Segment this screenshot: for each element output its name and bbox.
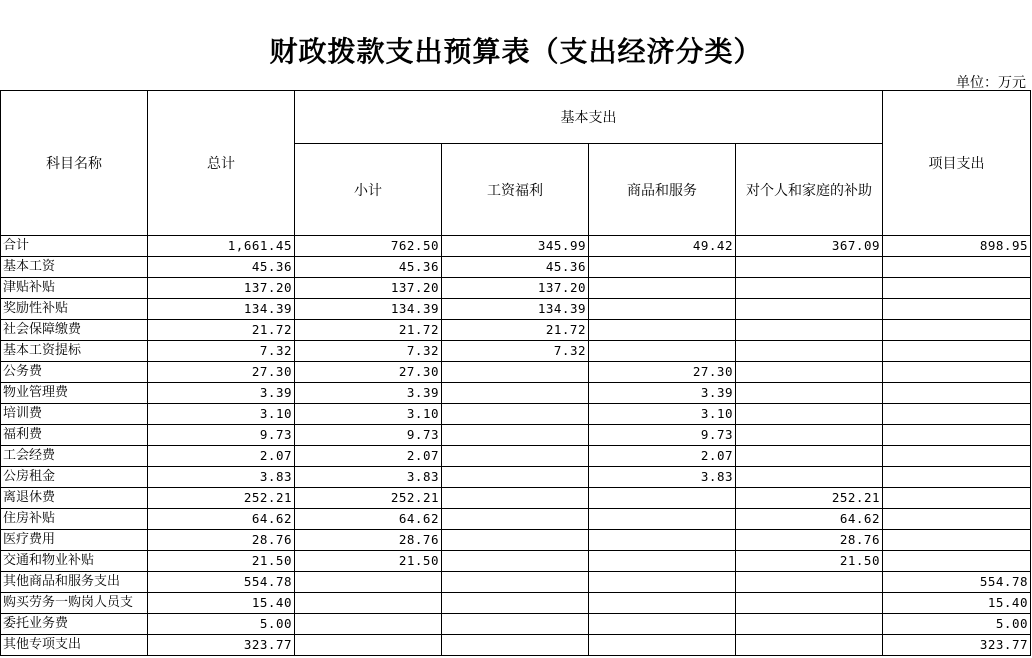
cell-salary bbox=[442, 467, 589, 488]
cell-goods bbox=[589, 341, 736, 362]
cell-project bbox=[883, 488, 1031, 509]
row-name: 医疗费用 bbox=[1, 530, 148, 551]
cell-total: 64.62 bbox=[148, 509, 295, 530]
table-row bbox=[1, 320, 1031, 341]
cell-subtotal: 762.50 bbox=[295, 236, 442, 257]
cell-subtotal: 137.20 bbox=[295, 278, 442, 299]
cell-total: 27.30 bbox=[148, 362, 295, 383]
cell-total: 323.77 bbox=[148, 635, 295, 656]
table-row bbox=[1, 488, 1031, 509]
cell-goods bbox=[589, 299, 736, 320]
cell-subtotal bbox=[295, 635, 442, 656]
cell-total: 134.39 bbox=[148, 299, 295, 320]
table-row bbox=[1, 530, 1031, 551]
cell-project bbox=[883, 404, 1031, 425]
table-header bbox=[1, 91, 1031, 236]
row-name: 工会经费 bbox=[1, 446, 148, 467]
cell-personal bbox=[736, 341, 883, 362]
cell-goods: 2.07 bbox=[589, 446, 736, 467]
cell-total: 554.78 bbox=[148, 572, 295, 593]
cell-subtotal: 45.36 bbox=[295, 257, 442, 278]
cell-subtotal: 9.73 bbox=[295, 425, 442, 446]
cell-project: 554.78 bbox=[883, 572, 1031, 593]
table-row bbox=[1, 614, 1031, 635]
cell-salary bbox=[442, 383, 589, 404]
cell-subtotal: 28.76 bbox=[295, 530, 442, 551]
cell-total: 5.00 bbox=[148, 614, 295, 635]
cell-project bbox=[883, 530, 1031, 551]
cell-salary bbox=[442, 572, 589, 593]
table-row bbox=[1, 257, 1031, 278]
header-project: 项目支出 bbox=[883, 91, 1031, 236]
cell-goods: 27.30 bbox=[589, 362, 736, 383]
cell-personal bbox=[736, 614, 883, 635]
cell-subtotal: 3.10 bbox=[295, 404, 442, 425]
row-name: 福利费 bbox=[1, 425, 148, 446]
cell-project bbox=[883, 341, 1031, 362]
cell-salary: 345.99 bbox=[442, 236, 589, 257]
row-name: 津贴补贴 bbox=[1, 278, 148, 299]
cell-salary: 7.32 bbox=[442, 341, 589, 362]
cell-subtotal: 21.72 bbox=[295, 320, 442, 341]
table-row bbox=[1, 635, 1031, 656]
cell-total: 21.72 bbox=[148, 320, 295, 341]
header-subtotal: 小计 bbox=[295, 144, 442, 236]
cell-personal: 28.76 bbox=[736, 530, 883, 551]
cell-project bbox=[883, 425, 1031, 446]
header-subject: 科目名称 bbox=[1, 91, 148, 236]
cell-salary bbox=[442, 593, 589, 614]
cell-salary bbox=[442, 614, 589, 635]
cell-project bbox=[883, 320, 1031, 341]
cell-total: 137.20 bbox=[148, 278, 295, 299]
table-row bbox=[1, 551, 1031, 572]
cell-personal bbox=[736, 593, 883, 614]
cell-personal bbox=[736, 404, 883, 425]
cell-goods bbox=[589, 509, 736, 530]
cell-subtotal: 27.30 bbox=[295, 362, 442, 383]
cell-personal: 64.62 bbox=[736, 509, 883, 530]
cell-total: 3.39 bbox=[148, 383, 295, 404]
table-row bbox=[1, 404, 1031, 425]
header-salary: 工资福利 bbox=[442, 144, 589, 236]
cell-goods bbox=[589, 530, 736, 551]
header-basic: 基本支出 bbox=[295, 91, 883, 144]
cell-goods bbox=[589, 635, 736, 656]
cell-project bbox=[883, 467, 1031, 488]
cell-total: 45.36 bbox=[148, 257, 295, 278]
cell-total: 15.40 bbox=[148, 593, 295, 614]
table-row bbox=[1, 299, 1031, 320]
cell-personal: 367.09 bbox=[736, 236, 883, 257]
table-row bbox=[1, 362, 1031, 383]
row-name: 基本工资 bbox=[1, 257, 148, 278]
cell-goods bbox=[589, 488, 736, 509]
row-name: 奖励性补贴 bbox=[1, 299, 148, 320]
cell-goods bbox=[589, 572, 736, 593]
page-title: 财政拨款支出预算表（支出经济分类） bbox=[269, 35, 763, 68]
cell-goods: 9.73 bbox=[589, 425, 736, 446]
cell-salary bbox=[442, 488, 589, 509]
cell-goods: 3.83 bbox=[589, 467, 736, 488]
row-name: 离退休费 bbox=[1, 488, 148, 509]
cell-personal bbox=[736, 572, 883, 593]
cell-total: 2.07 bbox=[148, 446, 295, 467]
cell-salary bbox=[442, 551, 589, 572]
row-name: 基本工资提标 bbox=[1, 341, 148, 362]
cell-personal bbox=[736, 299, 883, 320]
table-body bbox=[1, 236, 1031, 656]
row-name: 住房补贴 bbox=[1, 509, 148, 530]
cell-total: 7.32 bbox=[148, 341, 295, 362]
row-name: 培训费 bbox=[1, 404, 148, 425]
cell-goods bbox=[589, 320, 736, 341]
cell-project: 15.40 bbox=[883, 593, 1031, 614]
cell-project bbox=[883, 446, 1031, 467]
header-personal: 对个人和家庭的补助 bbox=[736, 144, 883, 236]
row-name: 社会保障缴费 bbox=[1, 320, 148, 341]
cell-goods bbox=[589, 278, 736, 299]
row-name: 其他专项支出 bbox=[1, 635, 148, 656]
row-name: 其他商品和服务支出 bbox=[1, 572, 148, 593]
header-goods: 商品和服务 bbox=[589, 144, 736, 236]
cell-personal: 252.21 bbox=[736, 488, 883, 509]
cell-subtotal: 7.32 bbox=[295, 341, 442, 362]
cell-project bbox=[883, 509, 1031, 530]
cell-project bbox=[883, 257, 1031, 278]
cell-project: 5.00 bbox=[883, 614, 1031, 635]
cell-salary bbox=[442, 425, 589, 446]
row-name: 公务费 bbox=[1, 362, 148, 383]
cell-total: 9.73 bbox=[148, 425, 295, 446]
cell-goods bbox=[589, 593, 736, 614]
cell-personal bbox=[736, 320, 883, 341]
cell-project bbox=[883, 362, 1031, 383]
table-row bbox=[1, 383, 1031, 404]
table-row bbox=[1, 278, 1031, 299]
table-row bbox=[1, 467, 1031, 488]
cell-total: 21.50 bbox=[148, 551, 295, 572]
cell-subtotal bbox=[295, 593, 442, 614]
cell-subtotal: 21.50 bbox=[295, 551, 442, 572]
row-name: 合计 bbox=[1, 236, 148, 257]
table-row bbox=[1, 341, 1031, 362]
budget-table bbox=[0, 90, 1031, 656]
cell-personal: 21.50 bbox=[736, 551, 883, 572]
cell-salary bbox=[442, 530, 589, 551]
cell-total: 1,661.45 bbox=[148, 236, 295, 257]
row-name: 购买劳务一购岗人员支 bbox=[1, 593, 148, 614]
cell-subtotal: 3.39 bbox=[295, 383, 442, 404]
table-row bbox=[1, 572, 1031, 593]
cell-subtotal: 3.83 bbox=[295, 467, 442, 488]
cell-salary: 137.20 bbox=[442, 278, 589, 299]
cell-personal bbox=[736, 278, 883, 299]
row-name: 公房租金 bbox=[1, 467, 148, 488]
cell-subtotal bbox=[295, 572, 442, 593]
table-row bbox=[1, 509, 1031, 530]
cell-salary bbox=[442, 404, 589, 425]
cell-salary bbox=[442, 635, 589, 656]
cell-goods bbox=[589, 257, 736, 278]
cell-goods bbox=[589, 614, 736, 635]
header-total: 总计 bbox=[148, 91, 295, 236]
cell-salary: 45.36 bbox=[442, 257, 589, 278]
cell-subtotal: 134.39 bbox=[295, 299, 442, 320]
cell-goods bbox=[589, 551, 736, 572]
cell-goods: 49.42 bbox=[589, 236, 736, 257]
cell-project bbox=[883, 383, 1031, 404]
cell-personal bbox=[736, 635, 883, 656]
cell-subtotal bbox=[295, 614, 442, 635]
cell-project: 323.77 bbox=[883, 635, 1031, 656]
cell-project: 898.95 bbox=[883, 236, 1031, 257]
cell-total: 3.10 bbox=[148, 404, 295, 425]
cell-total: 252.21 bbox=[148, 488, 295, 509]
cell-personal bbox=[736, 383, 883, 404]
cell-project bbox=[883, 299, 1031, 320]
cell-subtotal: 64.62 bbox=[295, 509, 442, 530]
cell-personal bbox=[736, 362, 883, 383]
cell-personal bbox=[736, 425, 883, 446]
cell-project bbox=[883, 278, 1031, 299]
cell-subtotal: 252.21 bbox=[295, 488, 442, 509]
cell-total: 28.76 bbox=[148, 530, 295, 551]
row-name: 交通和物业补贴 bbox=[1, 551, 148, 572]
cell-project bbox=[883, 551, 1031, 572]
table-row bbox=[1, 593, 1031, 614]
cell-total: 3.83 bbox=[148, 467, 295, 488]
row-name: 委托业务费 bbox=[1, 614, 148, 635]
unit-label: 单位：万元 bbox=[956, 75, 1026, 91]
cell-subtotal: 2.07 bbox=[295, 446, 442, 467]
cell-salary bbox=[442, 362, 589, 383]
table-row bbox=[1, 446, 1031, 467]
cell-personal bbox=[736, 467, 883, 488]
cell-salary: 134.39 bbox=[442, 299, 589, 320]
cell-goods: 3.39 bbox=[589, 383, 736, 404]
cell-salary bbox=[442, 446, 589, 467]
cell-personal bbox=[736, 446, 883, 467]
table-row bbox=[1, 425, 1031, 446]
cell-salary bbox=[442, 509, 589, 530]
cell-goods: 3.10 bbox=[589, 404, 736, 425]
cell-salary: 21.72 bbox=[442, 320, 589, 341]
cell-personal bbox=[736, 257, 883, 278]
row-name: 物业管理费 bbox=[1, 383, 148, 404]
table-row bbox=[1, 236, 1031, 257]
